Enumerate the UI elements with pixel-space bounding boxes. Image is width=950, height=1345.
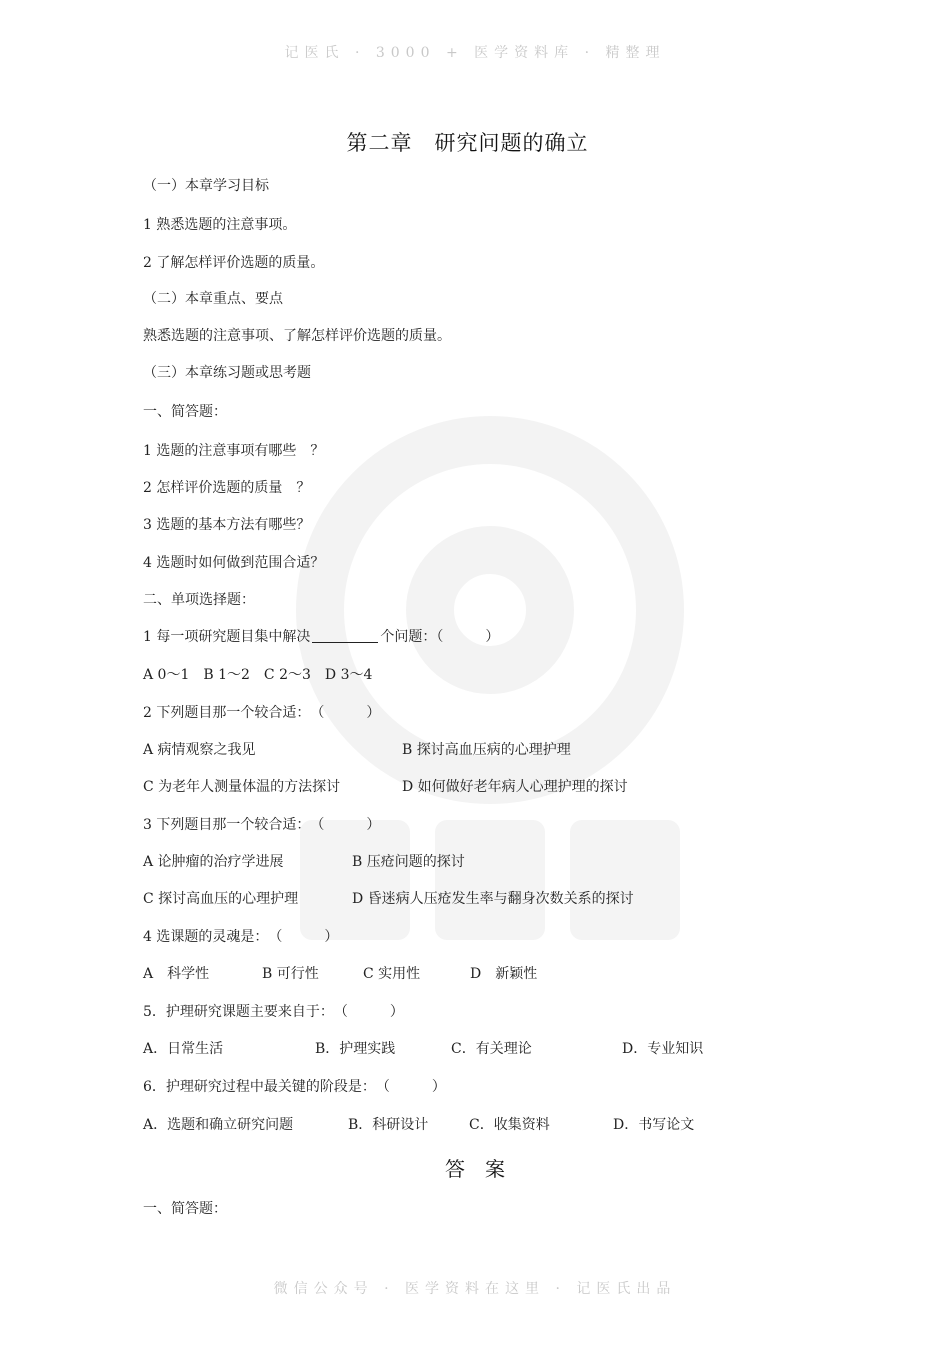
mc-option: C 实用性	[363, 966, 421, 982]
goal-item: 1 熟悉选题的注意事项。	[143, 217, 297, 233]
mc-option: C．收集资料	[469, 1117, 550, 1133]
footer-watermark: 微信公众号 · 医学资料在这里 · 记医氏出品	[273, 1281, 677, 1297]
page-title: 第二章 研究问题的确立	[346, 131, 589, 155]
mc-option: B 探讨高血压病的心理护理	[402, 742, 571, 758]
key-text: 熟悉选题的注意事项、了解怎样评价选题的质量。	[143, 328, 451, 344]
mc-heading: 二、单项选择题：	[143, 592, 255, 608]
mc-question: 4 选课题的灵魂是： （ ）	[143, 929, 339, 945]
mc-question: 2 下列题目那一个较合适： （ ）	[143, 705, 381, 721]
short-question: 2 怎样评价选题的质量 ？	[143, 480, 311, 496]
key-heading: （二）本章重点、要点	[143, 291, 283, 307]
mc-question: 3 下列题目那一个较合适： （ ）	[143, 817, 381, 833]
mc-option: B．护理实践	[315, 1041, 396, 1057]
fill-blank	[312, 642, 378, 643]
mc-question: 5．护理研究课题主要来自于： （ ）	[143, 1004, 404, 1020]
mc-option: C 为老年人测量体温的方法探讨	[143, 779, 341, 795]
short-question: 1 选题的注意事项有哪些 ？	[143, 443, 325, 459]
short-question: 3 选题的基本方法有哪些？	[143, 517, 311, 533]
mc-question-text: 个问题：（ ）	[380, 629, 500, 645]
mc-option: A．选题和确立研究问题	[143, 1117, 294, 1133]
mc-option: D 昏迷病人压疮发生率与翻身次数关系的探讨	[352, 891, 634, 907]
mc-option: D．专业知识	[622, 1041, 704, 1057]
goals-heading: （一）本章学习目标	[143, 178, 269, 194]
mc-option: C．有关理论	[451, 1041, 532, 1057]
answers-short-heading: 一、简答题：	[143, 1201, 227, 1217]
mc-option: C 探讨高血压的心理护理	[143, 891, 299, 907]
mc-option: D 新颖性	[470, 966, 538, 982]
mc-option: D 如何做好老年病人心理护理的探讨	[402, 779, 628, 795]
mc-question: 6．护理研究过程中最关键的阶段是： （ ）	[143, 1079, 446, 1095]
mc-option: D．书写论文	[613, 1117, 695, 1133]
short-answer-heading: 一、简答题：	[143, 404, 227, 420]
mc-option: B 压疮问题的探讨	[352, 854, 465, 870]
mc-option: A 病情观察之我见	[143, 742, 256, 758]
mc-options: A 0～1 B 1～2 C 2～3 D 3～4	[143, 667, 373, 683]
mc-option: A 科学性	[143, 966, 210, 982]
exercise-heading: （三）本章练习题或思考题	[143, 365, 311, 381]
goal-item: 2 了解怎样评价选题的质量。	[143, 255, 325, 271]
mc-option: A．日常生活	[143, 1041, 224, 1057]
short-question: 4 选题时如何做到范围合适？	[143, 555, 325, 571]
answers-title: 答 案	[445, 1157, 505, 1181]
mc-option: A 论肿瘤的治疗学进展	[143, 854, 284, 870]
mc-option: B．科研设计	[348, 1117, 429, 1133]
header-watermark: 记医氏 · 3000 + 医学资料库 · 精整理	[284, 45, 666, 61]
mc-option: B 可行性	[262, 966, 319, 982]
mc-question-text: 1 每一项研究题目集中解决	[143, 629, 311, 645]
mc-question	[143, 626, 499, 646]
